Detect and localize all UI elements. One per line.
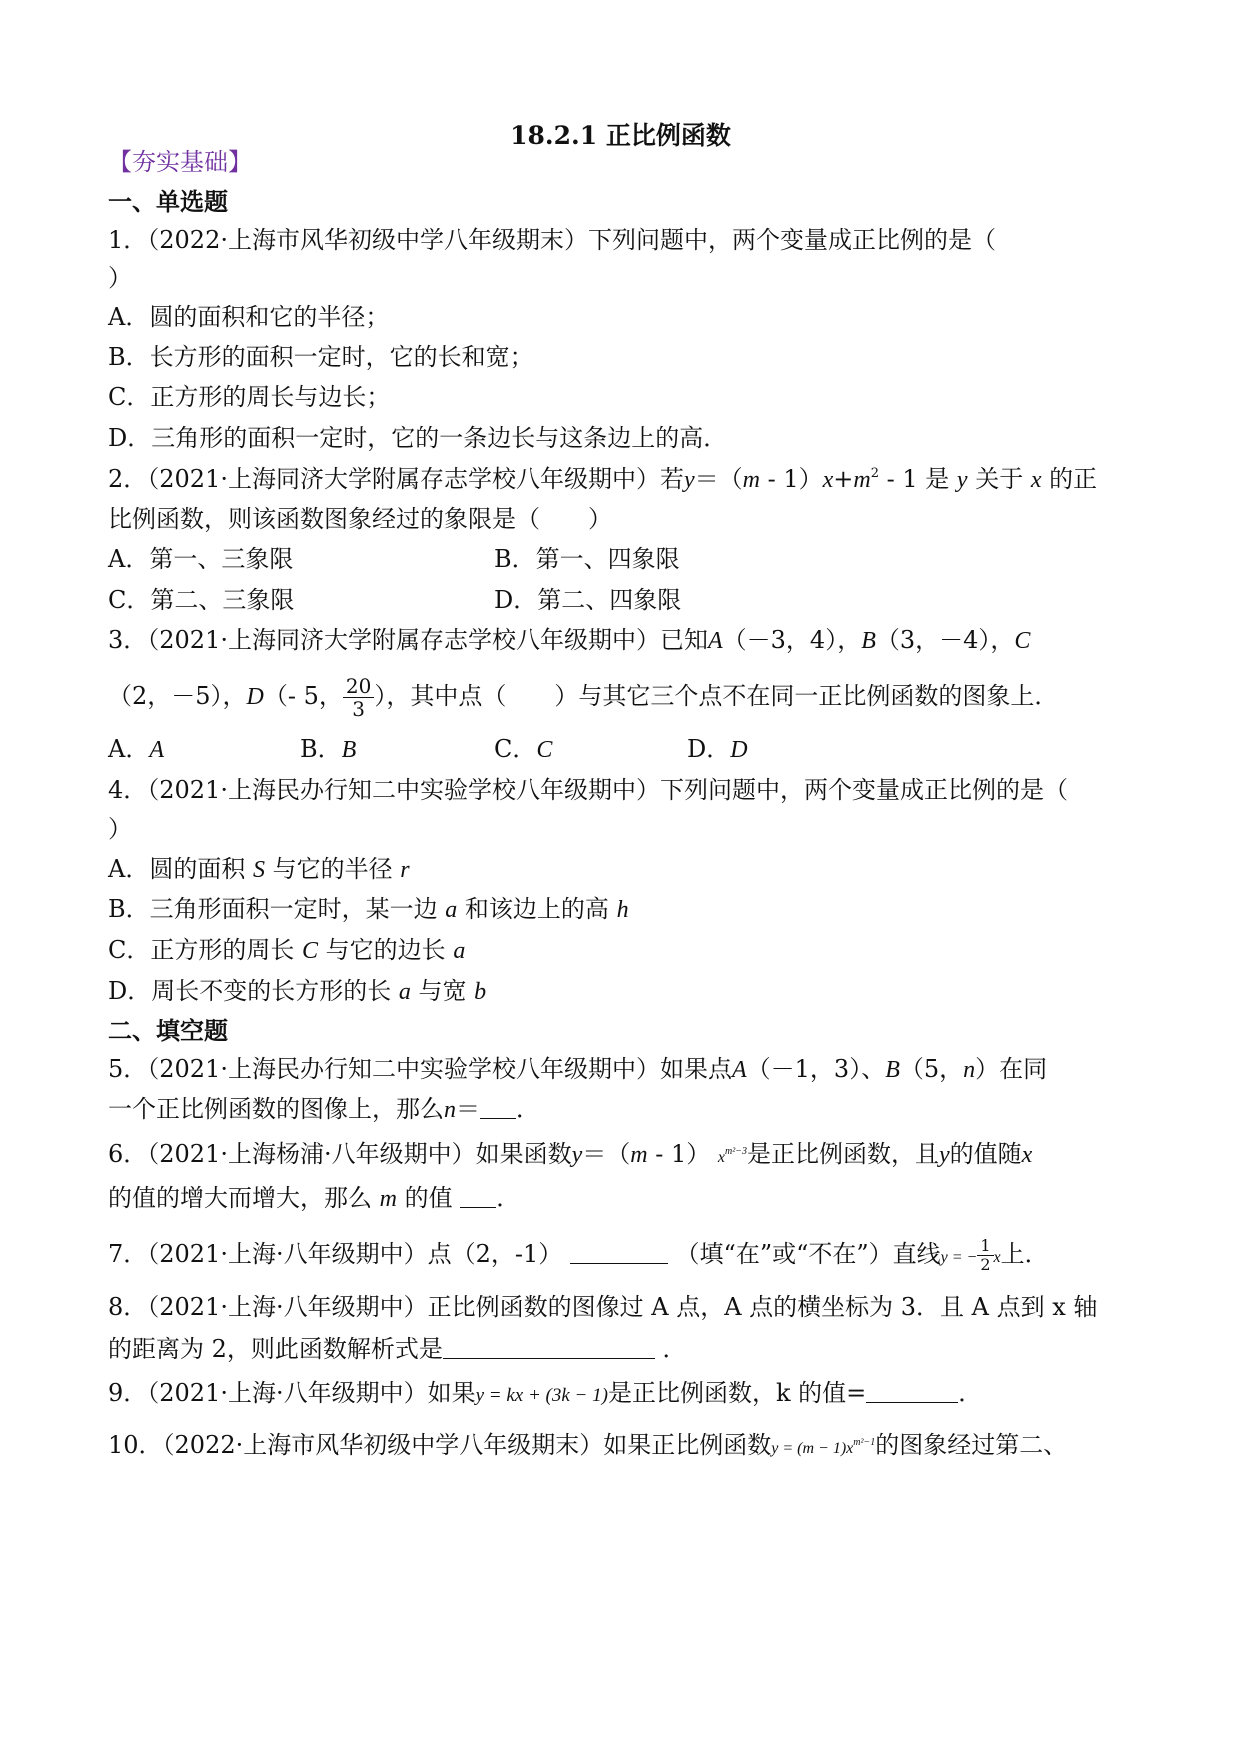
q3-point-c: （2，－5），: [108, 682, 247, 710]
q6-line2: 的值的增大而增大，那么 m 的值 ．: [108, 1184, 521, 1212]
section-heading-single-choice: 一、单选题: [108, 187, 228, 216]
q2-eq1: ＝（: [694, 465, 743, 493]
q7-fraction: $\frac{1}{2}$: [977, 1237, 993, 1274]
q6-line1: 6．（2021·上海杨浦·八年级期中）如果函数y＝（m - 1） $x^{m^2-3}$是正比例函数，且y的值随x: [108, 1140, 1033, 1168]
question-7: 7．（2021·上海·八年级期中）点（2，-1） （填“在”或“不在”）直线y = − $\frac{1}{2}$ x上．: [108, 1236, 1049, 1274]
q2-line1: 2．（2021·上海同济大学附属存志学校八年级期中）若$y=(m - 1)x+m^2 - 1$ 是 y 关于 x 的正: [108, 465, 1098, 493]
q4-option-c: C．正方形的周长 C 与它的边长 a: [108, 936, 466, 964]
q4-option-b: B．三角形面积一定时，某一边 a 和该边上的高 h: [108, 895, 629, 923]
q1-option-a: A．圆的面积和它的半径；: [108, 303, 390, 331]
q2-option-b: B．第一、四象限: [494, 545, 680, 573]
question-10: 10．（2022·上海市风华初级中学八年级期末）如果正比例函数$y = (m - 1)x^{m^2-1}$的图象经过第二、: [108, 1431, 1068, 1459]
q1-line1: 1．（2022·上海市风华初级中学八年级期末）下列问题中，两个变量成正比例的是（: [108, 226, 996, 254]
section-tag: 【夯实基础】: [108, 148, 252, 176]
q5-answer-blank[interactable]: [480, 1096, 516, 1119]
q2-prefix: 2．（2021·上海同济大学附属存志学校八年级期中）若: [108, 465, 684, 493]
q3-point-d: （- 5，: [263, 682, 343, 710]
q5-line2: 一个正比例函数的图像上，那么n＝ ．: [108, 1095, 540, 1123]
q1-line2: ）: [108, 264, 132, 292]
q7-line-equation: y = −: [940, 1249, 978, 1266]
question-9: 9．（2021·上海·八年级期中）如果y = kx + (3k − 1)是正比例函数，k 的值= ．: [108, 1379, 983, 1407]
q8-line2: 的距离为 2，则此函数解析式是 ．: [108, 1335, 687, 1363]
q10-function-expression: $y = (m - 1)x^{m^2-1}$: [771, 1437, 876, 1457]
q8-line1: 8．（2021·上海·八年级期中）正比例函数的图像过 A 点，A 点的横坐标为 3．且 A 点到 x 轴: [108, 1293, 1098, 1321]
q9-function-expression: y = kx + (3k − 1): [475, 1385, 608, 1406]
q2-option-c: C．第二、三象限: [108, 586, 295, 614]
q2-mid: 关于: [967, 465, 1024, 493]
q3-point-b: （3，－4），: [875, 626, 1015, 654]
q1-option-b: B．长方形的面积一定时，它的长和宽；: [108, 343, 534, 371]
q3-option-d: D．D: [687, 735, 748, 763]
q2-end: 的正: [1041, 465, 1098, 493]
section-heading-fill-blank: 二、填空题: [108, 1016, 228, 1045]
q3-point-a: （－3，4），: [722, 626, 862, 654]
q9-answer-blank[interactable]: [866, 1380, 958, 1403]
q3-prefix: 3．（2021·上海同济大学附属存志学校八年级期中）已知: [108, 626, 708, 654]
q1-option-c: C．正方形的周长与边长；: [108, 383, 391, 411]
q4-line2: ）: [108, 815, 132, 843]
q2-eq2: - 1）: [759, 465, 823, 493]
q4-line1: 4．（2021·上海民办行知二中实验学校八年级期中）下列问题中，两个变量成正比例的是（: [108, 776, 1068, 804]
q4-option-d: D．周长不变的长方形的长 a 与宽 b: [108, 977, 487, 1005]
q3-option-a: A．A: [108, 735, 165, 763]
q2-eq3: - 1 是: [879, 465, 950, 493]
q3-option-c: C．C: [494, 735, 553, 763]
q2-option-a: A．第一、三象限: [108, 545, 294, 573]
q3-line2: （2，－5），D（- 5， $\frac{20}{3}$ ），其中点（ ）与其它三个点不在同一正比例函数的图象上．: [108, 674, 1059, 721]
q3-line1: 3．（2021·上海同济大学附属存志学校八年级期中）已知A（－3，4），B（3，－4），C: [108, 626, 1031, 654]
q1-option-d: D．三角形的面积一定时，它的一条边长与这条边上的高．: [108, 424, 728, 452]
page-title: 18.2.1 正比例函数: [510, 121, 731, 150]
q4-option-a: A．圆的面积 S 与它的半径 r: [108, 855, 410, 883]
q3-option-b: B．B: [300, 735, 357, 763]
q3-fraction: $\frac{20}{3}$: [343, 675, 374, 720]
q6-exponent-expression: $x^{m^2-3}$: [717, 1146, 747, 1166]
q3-tail: ），其中点（ ）与其它三个点不在同一正比例函数的图象上．: [374, 682, 1059, 710]
q7-answer-blank[interactable]: [570, 1241, 668, 1264]
q5-line1: 5．（2021·上海民办行知二中实验学校八年级期中）如果点A（－1，3）、B（5，n）在同: [108, 1055, 1048, 1083]
q6-answer-blank[interactable]: [460, 1185, 496, 1208]
q2-option-d: D．第二、四象限: [494, 586, 682, 614]
q2-line2: 比例函数，则该函数图象经过的象限是（ ）: [108, 505, 612, 533]
q8-answer-blank[interactable]: [443, 1336, 655, 1359]
